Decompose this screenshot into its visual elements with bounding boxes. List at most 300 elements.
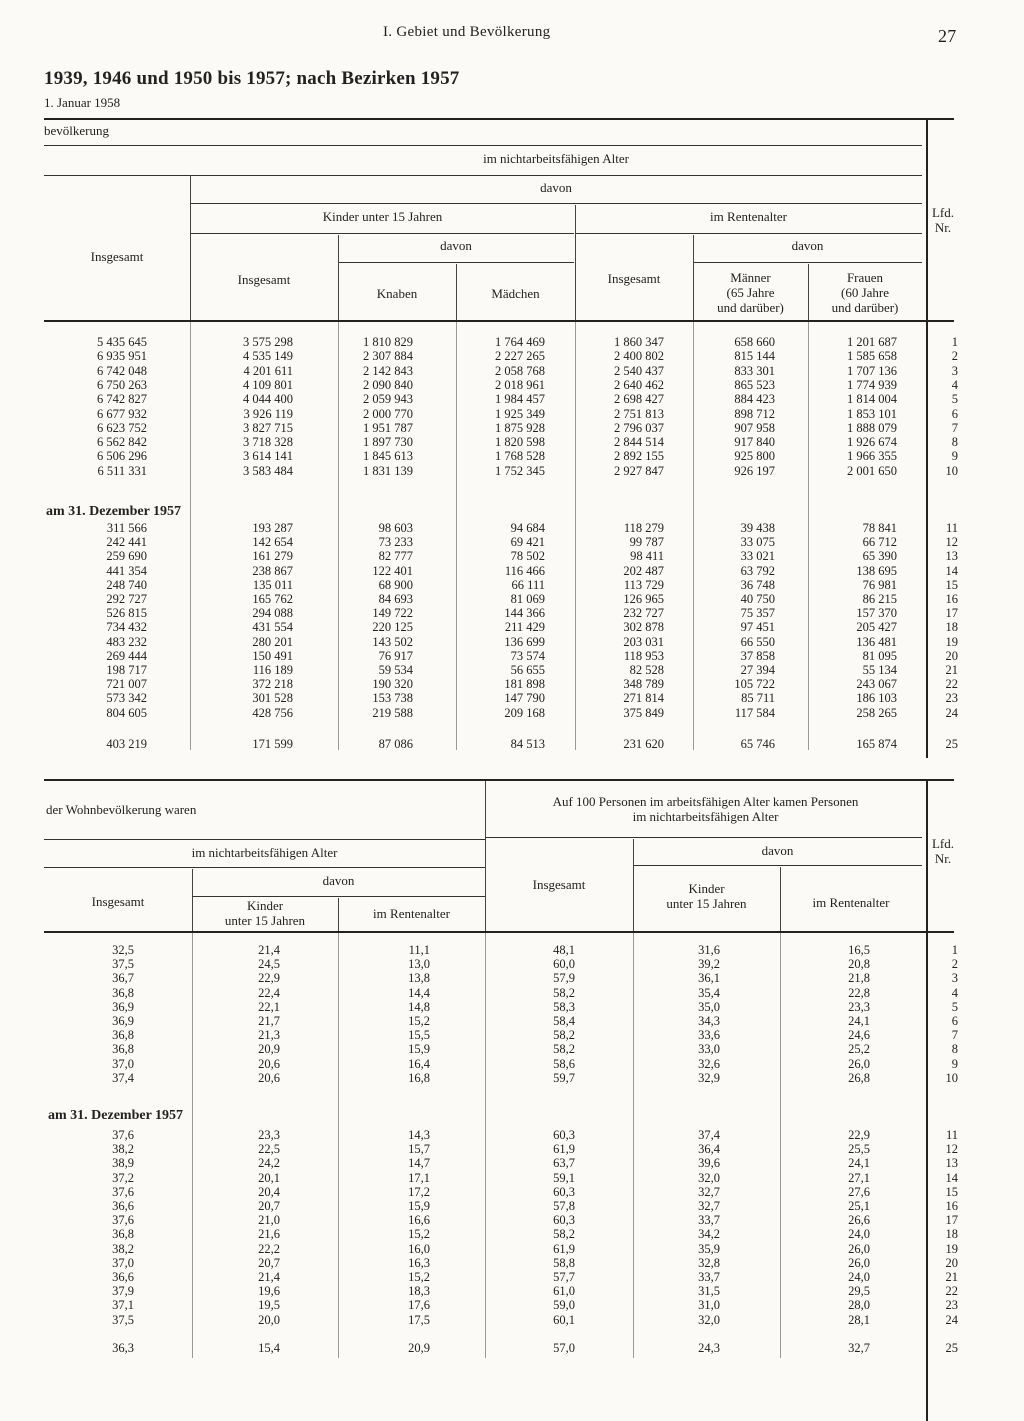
- table-cell: 302 878: [623, 620, 664, 635]
- table-cell: 6 742 827: [97, 392, 147, 407]
- table-cell: 14,7: [408, 1156, 430, 1171]
- table-cell: 20,0: [258, 1312, 280, 1327]
- table-cell: 2 058 768: [495, 363, 545, 378]
- table-cell: 926 197: [734, 463, 775, 478]
- t2-right-label: Auf 100 Personen im arbeitsfähigen Alter kamen Personen im nichtarbeitsfähigen Alter: [552, 794, 859, 824]
- table-cell: 59,1: [553, 1170, 575, 1185]
- table-cell: 24,2: [258, 1156, 280, 1171]
- table-cell: 142 654: [252, 535, 293, 550]
- table-row: [0, 421, 1024, 435]
- row-number: 16: [945, 1199, 958, 1213]
- table-cell: 37,9: [112, 1284, 134, 1299]
- table-cell: 833 301: [734, 363, 775, 378]
- table-cell: 1 831 139: [363, 463, 413, 478]
- table-row: [0, 364, 1024, 378]
- row-number: 15: [945, 577, 958, 592]
- table-cell: 17,1: [408, 1170, 430, 1185]
- table-cell: 6 750 263: [97, 377, 147, 392]
- table-cell: 57,9: [553, 971, 575, 986]
- table-row: [0, 335, 1024, 349]
- table-cell: 32,8: [698, 1255, 720, 1270]
- table-row: [0, 1057, 1024, 1071]
- table-cell: 38,9: [112, 1156, 134, 1171]
- row-number: 13: [945, 1156, 958, 1171]
- table-cell: 57,7: [553, 1270, 575, 1284]
- table-cell: 403 219: [106, 737, 147, 751]
- table-cell: 36,6: [112, 1199, 134, 1213]
- table-cell: 98 603: [378, 521, 413, 535]
- table-row: [0, 649, 1024, 663]
- table-cell: 138 695: [856, 563, 897, 578]
- row-number: 11: [945, 521, 958, 535]
- t1-group-label: im nichtarbeitsfähigen Alter: [483, 151, 629, 166]
- table-cell: 483 232: [106, 634, 147, 649]
- table-cell: 1 845 613: [363, 449, 413, 464]
- table-cell: 73 574: [510, 648, 545, 663]
- table-row: [0, 535, 1024, 549]
- table-cell: 58,2: [553, 1042, 575, 1057]
- row-number: 10: [945, 1070, 958, 1085]
- table-cell: 917 840: [734, 435, 775, 450]
- page-subtitle: 1. Januar 1958: [44, 95, 121, 110]
- table-cell: 1 810 829: [363, 335, 413, 349]
- table-cell: 32,7: [848, 1341, 870, 1355]
- table-cell: 32,0: [698, 1170, 720, 1185]
- table-cell: 34,2: [698, 1227, 720, 1242]
- table-cell: 17,2: [408, 1184, 430, 1199]
- table-cell: 3 926 119: [243, 406, 293, 421]
- table-cell: 58,4: [553, 1014, 575, 1028]
- table-cell: 22,2: [258, 1241, 280, 1256]
- table-cell: 4 535 149: [243, 349, 293, 364]
- table-cell: 3 583 484: [243, 463, 293, 478]
- table-cell: 35,9: [698, 1241, 720, 1256]
- row-number: 6: [951, 406, 958, 421]
- table-cell: 2 796 037: [614, 420, 664, 435]
- table-cell: 20,9: [408, 1341, 430, 1355]
- table-cell: 17,6: [408, 1298, 430, 1313]
- table-row: [0, 1185, 1024, 1199]
- table-cell: 804 605: [106, 705, 147, 720]
- table-cell: 6 506 296: [97, 449, 147, 464]
- table-row: [0, 1227, 1024, 1241]
- table-cell: 66 712: [862, 535, 897, 550]
- table-cell: 37,0: [112, 1056, 134, 1071]
- table-cell: 1 201 687: [847, 335, 897, 349]
- table-cell: 1 966 355: [847, 449, 897, 464]
- table-cell: 2 751 813: [614, 406, 664, 421]
- table-cell: 1 875 928: [495, 420, 545, 435]
- table-cell: 431 554: [252, 620, 293, 635]
- table-cell: 1 820 598: [495, 435, 545, 450]
- table-cell: 33,0: [698, 1042, 720, 1057]
- table-cell: 573 342: [106, 691, 147, 706]
- table-cell: 17,5: [408, 1312, 430, 1327]
- t2-renten-1: im Rentenalter: [373, 906, 450, 921]
- table-cell: 1 860 347: [614, 335, 664, 349]
- table-cell: 32,6: [698, 1056, 720, 1071]
- table-cell: 84 513: [510, 737, 545, 751]
- table-cell: 2 540 437: [614, 363, 664, 378]
- table-cell: 36,4: [698, 1142, 720, 1157]
- table-cell: 165 762: [252, 592, 293, 606]
- table-cell: 60,3: [553, 1184, 575, 1199]
- t1-davon-renten: davon: [791, 238, 824, 253]
- table-row: [0, 349, 1024, 363]
- table-cell: 105 722: [734, 677, 775, 692]
- table-cell: 31,6: [698, 943, 720, 957]
- table-cell: 2 640 462: [614, 377, 664, 392]
- t1-insgesamt-renten: Insgesamt: [607, 271, 661, 286]
- t1-knaben: Knaben: [376, 286, 418, 301]
- table-cell: 48,1: [553, 943, 575, 957]
- table-cell: 116 189: [252, 663, 293, 677]
- table-cell: 25,1: [848, 1199, 870, 1213]
- table-cell: 14,4: [408, 985, 430, 1000]
- table-cell: 21,0: [258, 1213, 280, 1228]
- row-number: 21: [945, 1270, 958, 1284]
- table-cell: 76 917: [378, 648, 413, 663]
- table-cell: 2 059 943: [363, 392, 413, 407]
- table-cell: 14,3: [408, 1128, 430, 1142]
- table-row: [0, 957, 1024, 971]
- row-number: 3: [951, 363, 958, 378]
- table-cell: 157 370: [856, 606, 897, 621]
- table-cell: 658 660: [734, 335, 775, 349]
- table-cell: 2 090 840: [363, 377, 413, 392]
- table-cell: 1 814 004: [847, 392, 897, 407]
- table-cell: 26,8: [848, 1070, 870, 1085]
- table-cell: 1 853 101: [847, 406, 897, 421]
- table-cell: 32,5: [112, 943, 134, 957]
- table-cell: 3 827 715: [243, 420, 293, 435]
- table-row: [0, 449, 1024, 463]
- table-cell: 4 201 611: [243, 363, 293, 378]
- table-cell: 3 718 328: [243, 435, 293, 450]
- t2-kinder-1: Kinder unter 15 Jahren: [224, 898, 306, 928]
- table-cell: 15,5: [408, 1028, 430, 1043]
- row-number: 1: [951, 335, 958, 349]
- table-cell: 28,1: [848, 1312, 870, 1327]
- row-number: 24: [945, 705, 958, 720]
- table-row: [0, 1199, 1024, 1213]
- table-row: [0, 986, 1024, 1000]
- table-cell: 29,5: [848, 1284, 870, 1299]
- table-cell: 20,7: [258, 1199, 280, 1213]
- table-cell: 2 698 427: [614, 392, 664, 407]
- table-cell: 6 677 932: [97, 406, 147, 421]
- t1-renten-label: im Rentenalter: [710, 209, 787, 224]
- row-number: 21: [945, 663, 958, 677]
- table-cell: 269 444: [106, 648, 147, 663]
- table-cell: 220 125: [372, 620, 413, 635]
- row-number: 25: [945, 1341, 958, 1355]
- t1-maenner: Männer (65 Jahre und darüber): [717, 270, 784, 315]
- table-cell: 198 717: [106, 663, 147, 677]
- row-number: 25: [945, 737, 958, 751]
- table-cell: 6 511 331: [97, 463, 147, 478]
- table-cell: 33,7: [698, 1213, 720, 1228]
- table-cell: 2 400 802: [614, 349, 664, 364]
- table-cell: 136 481: [856, 634, 897, 649]
- t2-davon-2: davon: [761, 843, 794, 858]
- table-cell: 118 953: [623, 648, 664, 663]
- t1-top-label: bevölkerung: [44, 123, 109, 138]
- table-cell: 75 357: [740, 606, 775, 621]
- table-cell: 57,8: [553, 1199, 575, 1213]
- table-cell: 441 354: [106, 563, 147, 578]
- table-cell: 24,0: [848, 1227, 870, 1242]
- t1-insgesamt-kinder: Insgesamt: [237, 272, 291, 287]
- table-cell: 40 750: [740, 592, 775, 606]
- table-cell: 61,9: [553, 1241, 575, 1256]
- table-cell: 117 584: [734, 705, 775, 720]
- table-cell: 202 487: [623, 563, 664, 578]
- table-cell: 31,5: [698, 1284, 720, 1299]
- table-cell: 18,3: [408, 1284, 430, 1299]
- table-cell: 428 756: [252, 705, 293, 720]
- t1-section-label: am 31. Dezember 1957: [46, 504, 182, 519]
- table-cell: 13,0: [408, 957, 430, 972]
- table-cell: 884 423: [734, 392, 775, 407]
- table-cell: 76 981: [862, 577, 897, 592]
- table-cell: 86 215: [862, 592, 897, 606]
- row-number: 23: [945, 1298, 958, 1313]
- table-cell: 526 815: [106, 606, 147, 621]
- table-cell: 248 740: [106, 577, 147, 592]
- table-cell: 2 927 847: [614, 463, 664, 478]
- table-cell: 24,3: [698, 1341, 720, 1355]
- row-number: 12: [945, 535, 958, 550]
- table-cell: 26,0: [848, 1255, 870, 1270]
- row-number: 24: [945, 1312, 958, 1327]
- table-row: [0, 677, 1024, 691]
- table-cell: 5 435 645: [97, 335, 147, 349]
- table-cell: 1 925 349: [495, 406, 545, 421]
- table-cell: 37,6: [112, 1213, 134, 1228]
- table-row: [0, 564, 1024, 578]
- row-number: 7: [951, 420, 958, 435]
- table-cell: 20,6: [258, 1056, 280, 1071]
- table-cell: 15,9: [408, 1042, 430, 1057]
- row-number: 20: [945, 1255, 958, 1270]
- table-cell: 58,2: [553, 1028, 575, 1043]
- table-cell: 898 712: [734, 406, 775, 421]
- table-cell: 69 421: [510, 535, 545, 550]
- table-cell: 301 528: [252, 691, 293, 706]
- table-cell: 58,3: [553, 999, 575, 1014]
- table-row: [0, 606, 1024, 620]
- table-cell: 39 438: [740, 521, 775, 535]
- row-number: 22: [945, 1284, 958, 1299]
- table-row: [0, 663, 1024, 677]
- table-cell: 27 394: [740, 663, 775, 677]
- page-section-header: I. Gebiet und Bevölkerung: [383, 24, 551, 40]
- table-row: [0, 1284, 1024, 1298]
- table-cell: 66 111: [511, 577, 545, 592]
- table-cell: 1 926 674: [847, 435, 897, 450]
- table-cell: 1 707 136: [847, 363, 897, 378]
- table-cell: 81 069: [510, 592, 545, 606]
- table-cell: 22,9: [848, 1128, 870, 1142]
- row-number: 20: [945, 648, 958, 663]
- table-cell: 925 800: [734, 449, 775, 464]
- table-cell: 55 134: [862, 663, 897, 677]
- table-cell: 4 044 400: [243, 392, 293, 407]
- table-cell: 2 307 884: [363, 349, 413, 364]
- table-cell: 84 693: [378, 592, 413, 606]
- table-row: [0, 1341, 1024, 1355]
- table-cell: 15,2: [408, 1227, 430, 1242]
- table-cell: 36,7: [112, 971, 134, 986]
- table-cell: 65 746: [740, 737, 775, 751]
- table-cell: 98 411: [630, 549, 664, 564]
- table-row: [0, 737, 1024, 751]
- table-cell: 21,4: [258, 1270, 280, 1284]
- table-row: [0, 1128, 1024, 1142]
- table-cell: 24,5: [258, 957, 280, 972]
- table-cell: 721 007: [106, 677, 147, 692]
- table-cell: 36,9: [112, 1014, 134, 1028]
- table-row: [0, 1028, 1024, 1042]
- table-cell: 171 599: [252, 737, 293, 751]
- table-cell: 33 075: [740, 535, 775, 550]
- table-cell: 280 201: [252, 634, 293, 649]
- table-cell: 37,5: [112, 957, 134, 972]
- row-number: 15: [945, 1184, 958, 1199]
- table-cell: 22,4: [258, 985, 280, 1000]
- table-cell: 59,0: [553, 1298, 575, 1313]
- t1-kinder-label: Kinder unter 15 Jahren: [322, 209, 443, 224]
- table-row: [0, 1298, 1024, 1312]
- table-cell: 21,7: [258, 1014, 280, 1028]
- table-cell: 219 588: [372, 705, 413, 720]
- t2-lfd-nr: Lfd. Nr.: [931, 836, 955, 866]
- table-cell: 21,3: [258, 1028, 280, 1043]
- table-cell: 144 366: [504, 606, 545, 621]
- table-cell: 1 764 469: [495, 335, 545, 349]
- table-cell: 34,3: [698, 1014, 720, 1028]
- table-cell: 3 575 298: [243, 335, 293, 349]
- t2-insgesamt-1: Insgesamt: [91, 894, 145, 909]
- table-cell: 186 103: [856, 691, 897, 706]
- table-cell: 1 984 457: [495, 392, 545, 407]
- table-cell: 78 502: [510, 549, 545, 564]
- table-cell: 1 585 658: [847, 349, 897, 364]
- table-cell: 19,6: [258, 1284, 280, 1299]
- table-cell: 271 814: [623, 691, 664, 706]
- page-title: 1939, 1946 und 1950 bis 1957; nach Bezirken 1957: [44, 68, 460, 89]
- table-cell: 36,9: [112, 999, 134, 1014]
- table-cell: 348 789: [623, 677, 664, 692]
- table-cell: 58,6: [553, 1056, 575, 1071]
- table-cell: 60,1: [553, 1312, 575, 1327]
- table-row: [0, 1270, 1024, 1284]
- row-number: 5: [951, 392, 958, 407]
- table-cell: 242 441: [106, 535, 147, 550]
- table-cell: 734 432: [106, 620, 147, 635]
- table-cell: 3 614 141: [243, 449, 293, 464]
- table-cell: 33,7: [698, 1270, 720, 1284]
- table-row: [0, 971, 1024, 985]
- table-cell: 375 849: [623, 705, 664, 720]
- table-cell: 32,7: [698, 1199, 720, 1213]
- table-cell: 57,0: [553, 1341, 575, 1355]
- table-cell: 68 900: [378, 577, 413, 592]
- table-cell: 19,5: [258, 1298, 280, 1313]
- table-row: [0, 1213, 1024, 1227]
- row-number: 19: [945, 1241, 958, 1256]
- t1-davon-1: davon: [540, 180, 572, 195]
- table-cell: 21,8: [848, 971, 870, 986]
- row-number: 2: [951, 957, 958, 972]
- table-cell: 16,4: [408, 1056, 430, 1071]
- table-cell: 815 144: [734, 349, 775, 364]
- table-cell: 161 279: [252, 549, 293, 564]
- table-cell: 1 768 528: [495, 449, 545, 464]
- table-row: [0, 592, 1024, 606]
- table-row: [0, 392, 1024, 406]
- table-cell: 36,6: [112, 1270, 134, 1284]
- table-cell: 13,8: [408, 971, 430, 986]
- table-cell: 2 018 961: [495, 377, 545, 392]
- table-cell: 32,7: [698, 1184, 720, 1199]
- table-cell: 66 550: [740, 634, 775, 649]
- table-cell: 37,2: [112, 1170, 134, 1185]
- table-cell: 372 218: [252, 677, 293, 692]
- table-cell: 87 086: [378, 737, 413, 751]
- row-number: 5: [951, 999, 958, 1014]
- table-row: [0, 1242, 1024, 1256]
- table-cell: 24,1: [848, 1156, 870, 1171]
- table-cell: 33 021: [740, 549, 775, 564]
- table-cell: 1 888 079: [847, 420, 897, 435]
- table-cell: 16,5: [848, 943, 870, 957]
- table-cell: 4 109 801: [243, 377, 293, 392]
- table-cell: 122 401: [372, 563, 413, 578]
- table-cell: 14,8: [408, 999, 430, 1014]
- table-cell: 28,0: [848, 1298, 870, 1313]
- table-row: [0, 691, 1024, 705]
- table-cell: 65 390: [862, 549, 897, 564]
- table-cell: 35,4: [698, 985, 720, 1000]
- table-cell: 20,1: [258, 1170, 280, 1185]
- row-number: 3: [951, 971, 958, 986]
- row-number: 2: [951, 349, 958, 364]
- table-cell: 36,8: [112, 985, 134, 1000]
- table-row: [0, 521, 1024, 535]
- table-cell: 37,6: [112, 1128, 134, 1142]
- table-row: [0, 407, 1024, 421]
- table-cell: 16,3: [408, 1255, 430, 1270]
- table-row: [0, 1156, 1024, 1170]
- t2-renten-2: im Rentenalter: [812, 895, 890, 910]
- table-cell: 15,9: [408, 1199, 430, 1213]
- table-cell: 27,1: [848, 1170, 870, 1185]
- row-number: 23: [945, 691, 958, 706]
- table-cell: 25,2: [848, 1042, 870, 1057]
- table-cell: 238 867: [252, 563, 293, 578]
- table-cell: 36,1: [698, 971, 720, 986]
- table-cell: 143 502: [372, 634, 413, 649]
- table-cell: 37,5: [112, 1312, 134, 1327]
- table-cell: 203 031: [623, 634, 664, 649]
- table-cell: 73 233: [378, 535, 413, 550]
- table-cell: 150 491: [252, 648, 293, 663]
- table-cell: 61,0: [553, 1284, 575, 1299]
- table-cell: 11,1: [408, 943, 430, 957]
- table-cell: 63,7: [553, 1156, 575, 1171]
